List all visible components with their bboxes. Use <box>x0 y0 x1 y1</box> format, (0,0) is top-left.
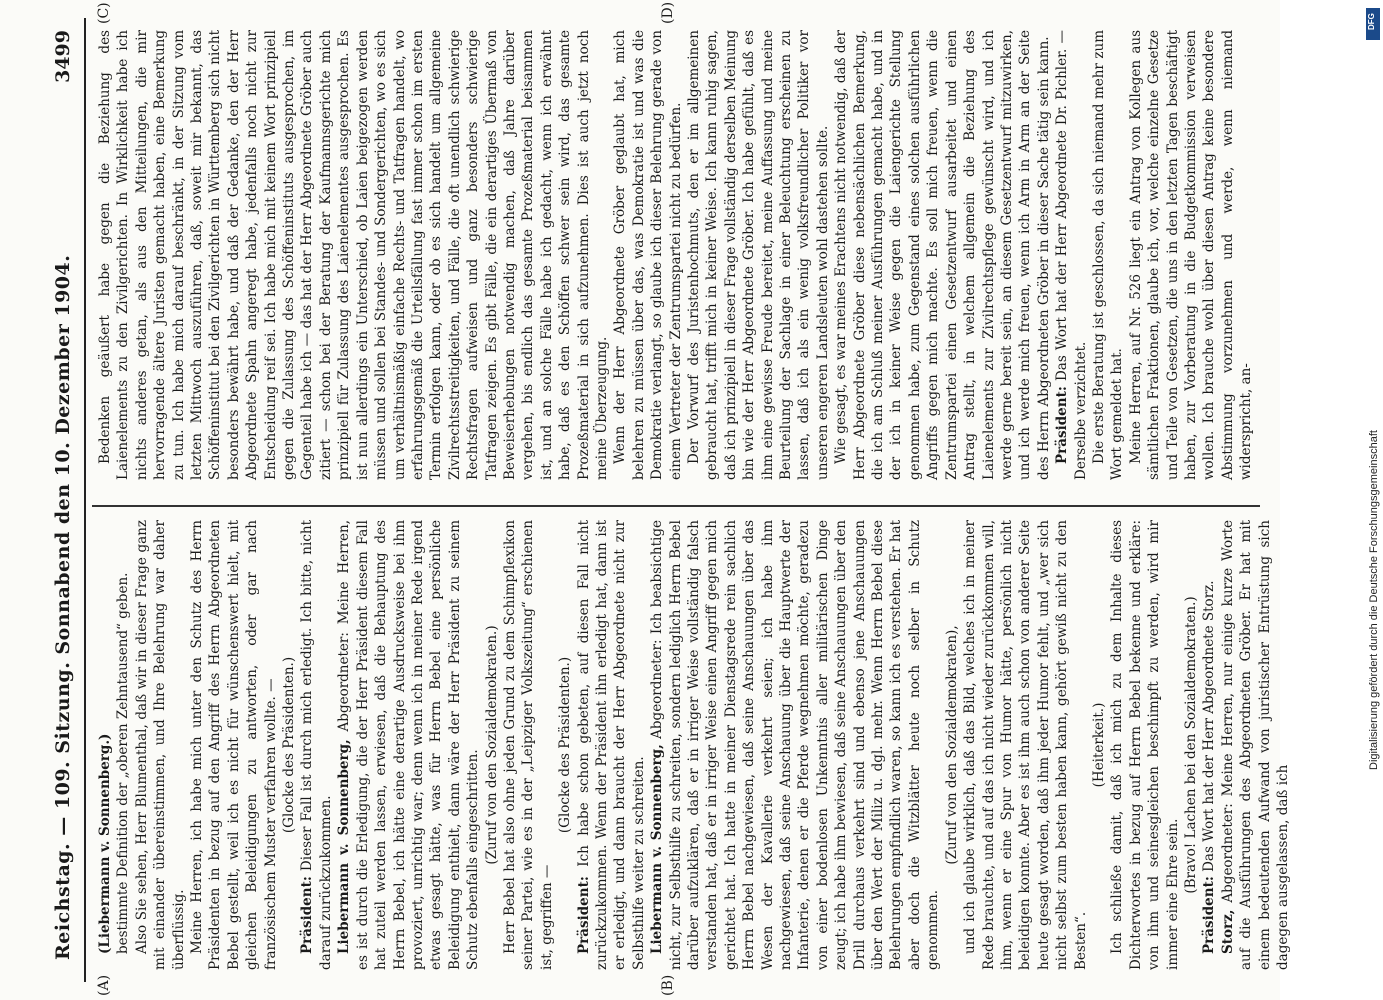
paragraph-text: Abgeordneter: Ich beabsichtige nicht, zur Selbsthilfe zu schreiten, sondern lediglich Herrn Bebel darüber aufzuklären, daß er in irriger Weise vollständig falsch verstanden hat, daß er in irriger Weise einen Angriff gegen mich gerichtet hat. Ich hatte in meiner Dienstagsrede rein sachlich Herrn Bebel nachgewiesen, daß seine Anschauungen über das Wesen der Kavallerie verkehrt seien; ich habe ihm nachgewiesen, daß seine Anschauung über die Hauptwerte der Infanterie, denen er die Pferde wegnehmen möchte, geradezu von einer bodenlosen Unkenntnis aller militärischen Dinge zeugt; ich habe ihm bewiesen, daß seine Anschauungen über den Drill durchaus verkehrt sind und ebenso jene Anschauungen über den Wert der Miliz u. dgl. mehr. Wenn Herrn Bebel diese Belehrungen empfindlich waren, so kann ich es verstehen. Er hat aber doch die Witzblätter heute noch selber in Schutz genommen. <box>649 520 942 970</box>
paragraph-text: Die erste Beratung ist geschlossen, da sich niemand mehr zum Wort gemeldet hat. <box>1090 30 1126 480</box>
paragraph <box>133 520 188 970</box>
paragraph-text: Wenn der Herr Abgeordnete Gröber geglaubt hat, mich belehren zu müssen über das, was Demokratie ist und was die Demokratie verlangt, so glaube ich dieser Belehrung gerade von einem Vertreter der Zentrumspartei nicht zu bedürfen. <box>612 30 684 480</box>
speaker-name: Präsident: <box>299 876 316 954</box>
paragraph-text: Wie gesagt, es war meines Erachtens nicht notwendig, daß der Herr Abgeordnete Gröber diese nebensächlichen Bemerkung, die ich am Schluß meiner Ausführungen gemacht habe, und in der ich in keiner Weise gegen die Laiengerichte Stellung genommen habe, zum Gegenstand eines solchen ausführlichen Angriffs gegen mich machte. Es soll mich freuen, wenn die Zentrumspartei einen Gesetzentwurf ausarbeitet und einen Antrag stellt, in welchem allgemein die Beziehung des Laienelements zur Zivilrechtspflege gewünscht wird, und ich werde gerne bereit sein, an diesem Gesetzentwurf mitzuwirken, und ich werde mich freuen, wenn ich Arm in Arm an der Seite des Herrn Abgeordneten Gröber in dieser Sache tätig sein kann. <box>833 30 1052 480</box>
paragraph <box>1182 520 1200 970</box>
paragraph <box>832 30 1053 480</box>
speaker-name: Liebermann v. Sonnenberg, <box>649 744 666 954</box>
paragraph-text: Der Vorwurf des Juristenhochmuts, den er im allgemeinen gebraucht hat, trifft mich in keiner Weise. Ich kann ruhig sagen, daß ich prinzipiell in dieser Frage vollständig derselben Meinung bin wie der Herr Abgeordnete Gröber. Ich habe gefühlt, daß es ihm eine gewisse Freude bereitet, meine Auffassung und meine Beurteilung der Sachlage in einer Beleuchtung erscheinen zu lassen, daß ich als ein wenig volksfreundlicher Politiker vor unseren engeren Landsleuten wohl dastehen sollte. <box>686 30 831 480</box>
paragraph <box>1053 30 1090 480</box>
speaker-name: Präsident: <box>1201 876 1218 954</box>
paragraph-text: und ich glaube wirklich, daß das Bild, welches ich in meiner Rede brauchte, und auf das ich nicht wieder zurückkommen will, ihm, wenn er eine Spur von Humor hätte, persönlich nicht beleidigen konnte. Aber es ist ihm auch schon von anderer Seite heute gesagt worden, daß ihm jeder Humor fehlt, und „wer sich nicht selbst zum besten haben kann, gehört gewiß nicht zu den Besten“. <box>962 520 1089 970</box>
paragraph-text: (Glocke des Präsidenten.) <box>557 656 574 834</box>
paragraph-text: Meine Herren, auf Nr. 526 liegt ein Antrag von Kollegen aus sämtlichen Fraktionen, glaube ich, vor, welche einzelne Gesetze und Teile von Gesetzen, die uns in den letzten Tagen beschäftigt haben, zur Vorberatung in die Budgetkommission verweisen wollen. Ich brauche wohl über diesen Antrag keine besondere Abstimmung vorzunehmen und werde, wenn niemand widerspricht, an- <box>1127 30 1255 480</box>
paragraph <box>1200 520 1218 970</box>
paragraph <box>280 520 298 970</box>
speaker-name: Präsident: <box>575 876 592 954</box>
paragraph-text: Das Wort hat der Herr Abgeordnete Storz. <box>1201 580 1218 872</box>
speaker-name: (Liebermann v. Sonnenberg.) <box>97 733 113 954</box>
paragraph <box>575 520 649 970</box>
paragraph <box>96 30 611 480</box>
paragraph-text: Abgeordneter: Meine Herren, nur einige kurze Worte auf die Ausführungen des Abgeordneten Gröber. Er hat mit einem bedeutenden Aufwand von juristischer Entrüstung sich dagegen ausgelassen, daß ich <box>1219 520 1291 970</box>
paragraph <box>685 30 832 480</box>
paragraph-text: (Bravo! Lachen bei den Sozialdemokraten.) <box>1182 596 1199 894</box>
paragraph-text: Ich habe schon gebeten, auf diesen Fall nicht zurückzukommen. Wenn der Präsident ihn erledigt hat, dann ist er erledigt, und dann braucht der Herr Abgeordnete nicht zur Selbsthilfe weiter zu schreiten. <box>575 519 647 970</box>
paragraph <box>1108 520 1182 970</box>
paragraph-text: (Heiterkeit.) <box>1090 702 1107 788</box>
paragraph-text: Abgeordneter: Meine Herren, es ist durch die Erledigung, die der Herr Präsident diesem Fall hat zuteil werden lassen, erwiesen, daß die Behauptung des Herrn Bebel, ich hätte eine derartige Ausdrucksweise bei ihm provoziert, unrichtig war; denn wenn ich in meiner Rede irgend etwas gesagt hätte, was für Herrn Bebel eine persönliche Beleidigung enthielt, dann wäre der Herr Präsident zu seinem Schutz ebenfalls eingeschritten. <box>336 519 482 970</box>
dfg-logo <box>1366 8 1380 40</box>
paragraph <box>1219 520 1293 970</box>
paragraph <box>335 520 482 970</box>
paragraph <box>298 520 335 970</box>
paragraph-text: (Zuruf von den Sozialdemokraten), <box>943 625 960 865</box>
speaker-name: Storz, <box>1219 909 1236 954</box>
paragraph <box>961 520 1090 970</box>
paragraph-text: Ich schließe damit, daß ich mich zu dem Inhalte dieses Dichterwortes in bezug auf Herrn Bebel bekenne und erkläre: von ihm und seinesgleichen beschimpft zu werden, wird mir immer eine Ehre sein. <box>1109 520 1181 970</box>
paragraph <box>501 520 556 970</box>
running-title: Reichstag. — 109. Sitzung. Sonnabend den 10. Dezember 1904. <box>52 254 74 960</box>
speaker-name: Liebermann v. Sonnenberg, <box>336 739 353 954</box>
paragraph <box>611 30 685 480</box>
paragraph <box>188 520 280 970</box>
paragraph-text: Also Sie sehen, Herr Blumenthal, daß wir in dieser Frage ganz mit einander übereinstimmen, und Ihre Belehrung war daher überflüssig. <box>133 520 187 970</box>
page-number: 3499 <box>52 30 74 83</box>
paragraph <box>1090 30 1127 480</box>
page-header <box>0 0 110 1000</box>
paragraph-text: Dieser Fall ist durch mich erledigt. Ich bitte, nicht darauf zurückzukommen. <box>299 519 334 970</box>
paragraph <box>1127 30 1256 480</box>
paragraph-text: (Zuruf von den Sozialdemokraten.) <box>483 625 500 865</box>
digitization-note <box>1350 10 1380 990</box>
margin-marker-d: (D) <box>660 1 676 24</box>
paragraph-text: Bedenken geäußert habe gegen die Beziehung des Laienelements zu den Zivilgerichten. In Wirklichkeit habe ich nichts anderes getan, als aus den Mitteilungen, die mir hervorragende ältere Juristen gemacht haben, eine Bemerkung zu tun. Ich habe mich darauf beschränkt, in der Sitzung vom letzten Mittwoch auszuführen, daß, soweit mir bekannt, das Schöffeninstitut bei den Zivilgerichten in Württemberg sich nicht besonders bewährt habe, und daß der Gedanke, den der Herr Abgeordnete Spahn angeregt habe, jedenfalls noch nicht zur Entscheidung reif sei. Ich habe mich mit keinem Wort prinzipiell gegen die Zulassung des Schöffeninstituts ausgesprochen, im Gegenteil habe ich — das hat der Herr Abgeordnete Gröber auch zitiert — schon bei der Beratung der Kaufmannsgerichte mich prinzipiell für Zulassung des Laienelementes ausgesprochen. Es ist nun allerdings ein Unterschied, ob Laien beigezogen werden müssen und sollen bei Standes- und Sondergerichten, wo es sich um verhältnismäßig einfache Rechts- und Tatfragen handelt, wo erfahrungsgemäß die Urteilsfällung fast immer schon im ersten Termin erfolgen kann, oder ob es sich handelt um allgemeine Zivilrechtsstreitigkeiten, und Fälle, die oft unendlich schwierige Rechtsfragen aufweisen und ganz besonders schwierige Tatfragen zeigen. Es gibt Fälle, die ein derartiges Übermaß von Beweiserhebungen notwendig machen, daß Jahre darüber vergehen, bis endlich das gesamte Prozeßmaterial beisammen ist, und an solche Fälle habe ich gedacht, wenn ich erwähnt habe, daß es den Schöffen schwer sein wird, das gesamte Prozeßmaterial in sich aufzunehmen. Dies ist auch jetzt noch meine Überzeugung. <box>97 30 610 480</box>
paragraph <box>556 520 574 970</box>
paragraph-text: Meine Herren, ich habe mich unter den Schutz des Herrn Präsidenten in bezug auf den Angriff des Herrn Abgeordneten Bebel gestellt, weil ich es nicht für wünschenswert hielt, mit gleichen Beleidigungen zu antworten, oder gar nach französischem Muster verfahren wollte. — <box>189 520 279 970</box>
paragraph <box>648 520 943 970</box>
column-divider <box>92 505 1260 507</box>
left-column <box>96 519 1291 970</box>
paragraph <box>943 520 961 970</box>
speaker-name: Präsident: <box>1054 386 1071 464</box>
margin-marker-a: (A) <box>96 974 112 996</box>
paragraph-text: (Glocke des Präsidenten.) <box>281 656 298 834</box>
margin-marker-b: (B) <box>660 974 676 996</box>
paragraph-text: Das Wort hat der Herr Abgeordnete Dr. Pichler. — Derselbe verzichtet. <box>1054 29 1089 480</box>
paragraph <box>483 520 501 970</box>
margin-marker-c: (C) <box>96 2 112 24</box>
paragraph <box>96 520 114 970</box>
paragraph <box>114 520 132 970</box>
paragraph-text: Herr Bebel hat also ohne jeden Grund zu dem Schimpflexikon seiner Partei, wie es in der „Leipziger Volkszeitung“ erschienen ist, gegriffen — <box>501 520 555 970</box>
digitization-text: Digitalisierung gefördert durch die Deutsche Forschungsgemeinschaft <box>1368 430 1380 770</box>
dfg-logo-text: DFG <box>1367 13 1376 30</box>
paragraph-text: bestimmte Definition der „oberen Zehntausend“ geben. <box>115 572 132 954</box>
header-rule <box>84 18 86 982</box>
right-column <box>96 29 1255 480</box>
paragraph <box>1090 520 1108 970</box>
